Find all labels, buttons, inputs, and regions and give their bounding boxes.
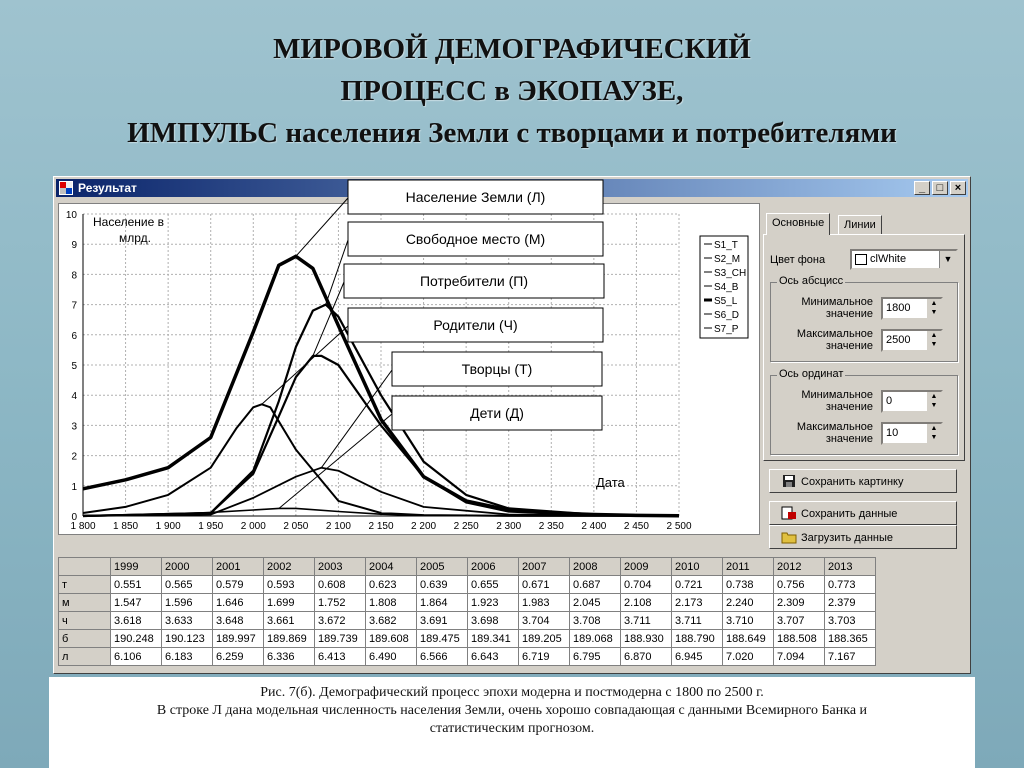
column-header[interactable]: 2004 <box>366 558 417 576</box>
table-cell[interactable]: 1.752 <box>315 594 366 612</box>
table-cell[interactable]: 0.671 <box>519 576 570 594</box>
spin-arrows-icon[interactable]: ▲ ▼ <box>927 424 941 443</box>
legend-item: S6_D <box>714 310 740 321</box>
floppy-disk-icon <box>782 475 796 487</box>
spin-arrows-icon[interactable]: ▲ ▼ <box>927 331 941 350</box>
x-tick-label: 1 950 <box>198 521 224 532</box>
y-min-spinner[interactable] <box>881 390 943 413</box>
x-tick-label: 2 300 <box>496 521 522 532</box>
caption-line-3: статистическим прогнозом. <box>429 721 595 736</box>
x-min-label-1: Минимальное <box>801 296 873 308</box>
x-min-label-2: значение <box>825 308 873 320</box>
title-line-1: МИРОВОЙ ДЕМОГРАФИЧЕСКИЙ <box>273 33 751 65</box>
table-cell[interactable]: 6.106 <box>111 648 162 666</box>
table-cell[interactable]: 3.703 <box>825 612 876 630</box>
load-data-label: Загрузить данные <box>801 532 893 544</box>
legend-item: S7_P <box>714 324 739 335</box>
table-cell[interactable]: 0.551 <box>111 576 162 594</box>
title-line-2: ПРОЦЕСС в ЭКОПАУЗЕ, <box>340 75 684 107</box>
load-data-button[interactable] <box>769 525 957 549</box>
table-cell[interactable]: 3.704 <box>519 612 570 630</box>
column-header[interactable]: 2013 <box>825 558 876 576</box>
y-tick-label: 2 <box>71 451 77 463</box>
table-cell[interactable]: 189.739 <box>315 630 366 648</box>
table-cell[interactable]: 189.869 <box>264 630 315 648</box>
y-axis-label-unit: млрд. <box>119 231 151 245</box>
row-header[interactable]: б <box>59 630 111 648</box>
table-cell[interactable]: 6.870 <box>621 648 672 666</box>
x-tick-label: 2 500 <box>666 521 692 532</box>
x-max-value: 2500 <box>886 334 911 346</box>
row-header[interactable]: м <box>59 594 111 612</box>
table-cell[interactable]: 0.593 <box>264 576 315 594</box>
table-cell[interactable]: 3.710 <box>723 612 774 630</box>
result-window <box>53 176 971 674</box>
x-tick-label: 2 150 <box>368 521 394 532</box>
table-cell[interactable]: 3.618 <box>111 612 162 630</box>
table-cell[interactable]: 0.655 <box>468 576 519 594</box>
table-cell[interactable]: 1.547 <box>111 594 162 612</box>
table-cell[interactable]: 6.795 <box>570 648 621 666</box>
table-cell[interactable]: 7.094 <box>774 648 825 666</box>
y-axis-group <box>770 368 958 455</box>
x-tick-label: 1 850 <box>113 521 139 532</box>
table-cell[interactable]: 189.997 <box>213 630 264 648</box>
table-cell[interactable]: 188.508 <box>774 630 825 648</box>
spin-arrows-icon[interactable]: ▲ ▼ <box>927 392 941 411</box>
column-header[interactable]: 2009 <box>621 558 672 576</box>
window-title: Результат <box>78 181 137 195</box>
table-cell[interactable]: 3.698 <box>468 612 519 630</box>
table-cell[interactable]: 7.020 <box>723 648 774 666</box>
table-cell[interactable]: 6.566 <box>417 648 468 666</box>
legend-item: S5_L <box>714 296 738 307</box>
legend-item: S3_CH <box>714 268 747 279</box>
column-header[interactable]: 2006 <box>468 558 519 576</box>
y-tick-label: 9 <box>71 240 77 252</box>
table-cell[interactable]: 0.565 <box>162 576 213 594</box>
x-tick-label: 2 400 <box>581 521 607 532</box>
callout-label: Творцы (Т) <box>461 361 533 377</box>
table-cell[interactable]: 0.721 <box>672 576 723 594</box>
data-table <box>58 557 876 666</box>
column-header[interactable]: 1999 <box>111 558 162 576</box>
minimize-button[interactable]: _ <box>914 181 930 195</box>
column-header[interactable]: 2010 <box>672 558 723 576</box>
table-cell[interactable]: 0.756 <box>774 576 825 594</box>
table-cell[interactable]: 6.413 <box>315 648 366 666</box>
callout-label: Потребители (П) <box>419 273 529 289</box>
x-min-spinner[interactable] <box>881 297 943 320</box>
column-header[interactable]: 2003 <box>315 558 366 576</box>
table-cell[interactable]: 3.672 <box>315 612 366 630</box>
legend-item: S1_T <box>714 240 738 251</box>
table-cell[interactable]: 189.475 <box>417 630 468 648</box>
row-header[interactable]: ч <box>59 612 111 630</box>
table-corner-cell[interactable] <box>59 558 111 576</box>
callout-label: Дети (Д) <box>470 405 524 421</box>
table-cell[interactable]: 3.711 <box>672 612 723 630</box>
table-cell[interactable]: 188.790 <box>672 630 723 648</box>
table-cell[interactable]: 189.068 <box>570 630 621 648</box>
bg-color-value: clWhite <box>870 253 907 265</box>
table-cell[interactable]: 6.259 <box>213 648 264 666</box>
population-chart <box>59 189 759 534</box>
save-data-label: Сохранить данные <box>801 508 898 520</box>
table-cell[interactable]: 1.864 <box>417 594 468 612</box>
chart-area <box>58 189 760 535</box>
x-max-label-1: Максимальное <box>796 328 873 340</box>
table-cell[interactable]: 188.930 <box>621 630 672 648</box>
table-cell[interactable]: 3.711 <box>621 612 672 630</box>
x-tick-label: 2 450 <box>623 521 649 532</box>
x-tick-label: 2 200 <box>411 521 437 532</box>
table-cell[interactable]: 0.704 <box>621 576 672 594</box>
table-cell[interactable]: 3.691 <box>417 612 468 630</box>
save-data-icon <box>782 507 796 519</box>
save-picture-label: Сохранить картинку <box>801 476 904 488</box>
table-cell[interactable]: 1.699 <box>264 594 315 612</box>
table-cell[interactable]: 188.649 <box>723 630 774 648</box>
table-cell[interactable]: 3.633 <box>162 612 213 630</box>
y-tick-label: 6 <box>71 330 77 342</box>
table-cell[interactable]: 190.248 <box>111 630 162 648</box>
table-cell[interactable]: 3.707 <box>774 612 825 630</box>
column-header[interactable]: 2000 <box>162 558 213 576</box>
x-tick-label: 1 900 <box>155 521 181 532</box>
table-cell[interactable]: 0.687 <box>570 576 621 594</box>
table-cell[interactable]: 0.623 <box>366 576 417 594</box>
x-max-spinner[interactable] <box>881 329 943 352</box>
table-cell[interactable]: 0.773 <box>825 576 876 594</box>
y-min-label-1: Минимальное <box>801 389 873 401</box>
y-min-value: 0 <box>886 395 893 407</box>
table-row <box>59 576 876 594</box>
callout-label: Родители (Ч) <box>433 317 518 333</box>
table-cell[interactable]: 2.379 <box>825 594 876 612</box>
color-swatch-icon <box>855 254 867 265</box>
column-header[interactable]: 2002 <box>264 558 315 576</box>
column-header[interactable]: 2007 <box>519 558 570 576</box>
x-tick-label: 2 350 <box>538 521 564 532</box>
y-tick-label: 10 <box>65 210 77 221</box>
y-max-spinner[interactable] <box>881 422 943 445</box>
x-max-label-2: значение <box>825 340 873 352</box>
save-picture-button[interactable] <box>769 469 957 493</box>
table-cell[interactable]: 3.661 <box>264 612 315 630</box>
callout-label: Свободное место (М) <box>405 231 546 247</box>
x-tick-label: 2 250 <box>453 521 479 532</box>
x-min-value: 1800 <box>886 302 911 314</box>
open-folder-icon <box>782 531 796 543</box>
legend <box>700 236 748 338</box>
caption-line-1: Рис. 7(б). Демографический процесс эпохи модерна и постмодерна с 1800 по 2500 г. <box>260 685 764 700</box>
table-cell[interactable]: 189.608 <box>366 630 417 648</box>
y-tick-label: 8 <box>71 270 77 282</box>
table-cell[interactable]: 3.708 <box>570 612 621 630</box>
tab-main-content <box>763 234 965 461</box>
table-cell[interactable]: 6.490 <box>366 648 417 666</box>
table-cell[interactable]: 2.045 <box>570 594 621 612</box>
bg-color-select[interactable] <box>850 249 958 270</box>
table-cell[interactable]: 188.365 <box>825 630 876 648</box>
table-cell[interactable]: 2.108 <box>621 594 672 612</box>
x-tick-label: 1 800 <box>70 521 96 532</box>
slide-title <box>0 28 1024 154</box>
x-tick-label: 2 000 <box>240 521 266 532</box>
x-tick-label: 2 050 <box>283 521 309 532</box>
y-max-label-2: значение <box>825 433 873 445</box>
y-tick-label: 4 <box>71 391 77 403</box>
table-cell[interactable]: 6.336 <box>264 648 315 666</box>
table-row <box>59 594 876 612</box>
table-cell[interactable]: 2.309 <box>774 594 825 612</box>
spin-arrows-icon[interactable]: ▲ ▼ <box>927 299 941 318</box>
x-tick-label: 2 100 <box>325 521 351 532</box>
table-cell[interactable]: 6.643 <box>468 648 519 666</box>
y-tick-label: 5 <box>71 361 77 372</box>
legend-item: S4_B <box>714 282 739 293</box>
table-row <box>59 630 876 648</box>
table-cell[interactable]: 189.341 <box>468 630 519 648</box>
row-header[interactable]: л <box>59 648 111 666</box>
chevron-down-icon[interactable]: ▼ <box>939 251 956 268</box>
table-cell[interactable]: 189.205 <box>519 630 570 648</box>
table-cell[interactable]: 1.646 <box>213 594 264 612</box>
table-cell[interactable]: 3.682 <box>366 612 417 630</box>
table-row <box>59 648 876 666</box>
y-tick-label: 1 <box>71 481 77 493</box>
table-cell[interactable]: 1.596 <box>162 594 213 612</box>
save-data-button[interactable] <box>769 501 957 525</box>
y-max-label-1: Максимальное <box>796 421 873 433</box>
x-axis-label: Дата <box>596 475 625 490</box>
x-axis-group-title: Ось абсцисс <box>779 275 844 287</box>
callout-label: Население Земли (Л) <box>405 189 546 205</box>
table-cell[interactable]: 1.983 <box>519 594 570 612</box>
table-cell[interactable]: 6.945 <box>672 648 723 666</box>
tab-strip <box>763 213 968 235</box>
callout-leader <box>296 198 348 256</box>
close-button[interactable]: × <box>950 181 966 195</box>
column-header[interactable]: 2012 <box>774 558 825 576</box>
y-max-value: 10 <box>886 427 899 439</box>
y-tick-label: 0 <box>71 512 77 523</box>
table-cell[interactable]: 3.648 <box>213 612 264 630</box>
table-header-row <box>59 558 876 576</box>
y-axis-group-title: Ось ординат <box>779 368 844 380</box>
table-cell[interactable]: 0.738 <box>723 576 774 594</box>
row-header[interactable]: т <box>59 576 111 594</box>
y-min-label-2: значение <box>825 401 873 413</box>
bg-color-label: Цвет фона <box>770 254 826 266</box>
table-cell[interactable]: 2.173 <box>672 594 723 612</box>
figure-caption <box>49 677 975 768</box>
title-line-3: ИМПУЛЬС населения Земли с творцами и потребителями <box>127 117 897 149</box>
app-icon <box>59 181 73 195</box>
y-axis-label: Население в <box>93 215 165 229</box>
table-cell[interactable]: 7.167 <box>825 648 876 666</box>
table-cell[interactable]: 1.923 <box>468 594 519 612</box>
table-cell[interactable]: 6.719 <box>519 648 570 666</box>
x-axis-group <box>770 275 958 362</box>
y-tick-label: 3 <box>71 421 77 433</box>
table-cell[interactable]: 0.579 <box>213 576 264 594</box>
tab-main[interactable]: Основные <box>766 213 830 235</box>
caption-line-2: В строке Л дана модельная численность населения Земли, очень хорошо совпадающая с данными Всемирного Банка и <box>156 703 868 718</box>
table-cell[interactable]: 0.608 <box>315 576 366 594</box>
table-cell[interactable]: 1.808 <box>366 594 417 612</box>
maximize-button[interactable]: □ <box>932 181 948 195</box>
column-header[interactable]: 2008 <box>570 558 621 576</box>
table-row <box>59 612 876 630</box>
callout-leader <box>279 414 392 508</box>
tab-lines[interactable]: Линии <box>838 215 882 234</box>
column-header[interactable]: 2001 <box>213 558 264 576</box>
table-cell[interactable]: 190.123 <box>162 630 213 648</box>
table-cell[interactable]: 6.183 <box>162 648 213 666</box>
column-header[interactable]: 2011 <box>723 558 774 576</box>
table-cell[interactable]: 2.240 <box>723 594 774 612</box>
y-tick-label: 7 <box>71 300 77 312</box>
legend-item: S2_M <box>714 254 741 265</box>
column-header[interactable]: 2005 <box>417 558 468 576</box>
table-cell[interactable]: 0.639 <box>417 576 468 594</box>
